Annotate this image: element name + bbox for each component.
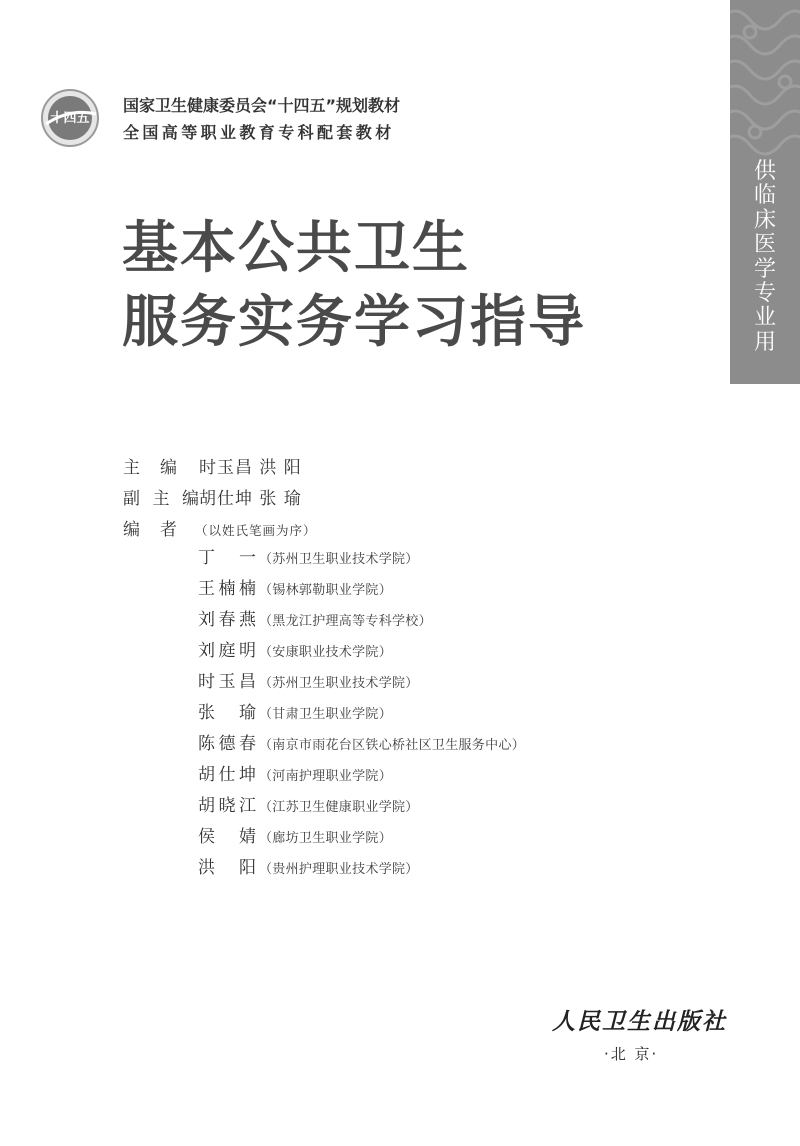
- series-logo: [40, 88, 100, 148]
- author-name: 侯 婧: [198, 827, 256, 847]
- author-row: [198, 698, 525, 729]
- author-name: 胡 晓 江: [198, 796, 256, 816]
- series-line-2: 全国高等职业教育专科配套教材: [123, 123, 395, 142]
- author-affiliation: （苏州卫生职业技术学院）: [259, 676, 419, 691]
- author-affiliation: （南京市雨花台区铁心桥社区卫生服务中心）: [259, 738, 526, 753]
- side-label-char: 学: [753, 256, 776, 282]
- deputy-editor-label-char: 副: [123, 489, 140, 509]
- side-label-char: 供: [753, 159, 776, 184]
- author-name: 王 楠 楠: [198, 579, 256, 599]
- deputy-editor-label: [123, 484, 199, 509]
- chief-editor-label-char: 主: [123, 458, 140, 478]
- side-label-char: 业: [753, 305, 776, 331]
- author-name: 陈 德 春: [198, 734, 256, 754]
- author-affiliation: （河南护理职业学院）: [259, 769, 393, 784]
- chief-editor-label-char: 编: [160, 458, 177, 478]
- author-affiliation: （甘肃卫生职业学院）: [259, 707, 393, 722]
- title-line-2: 服务实务学习指导: [122, 290, 586, 355]
- editors-block: [123, 453, 317, 546]
- author-affiliation: （江苏卫生健康职业学院）: [259, 800, 419, 815]
- book-title: [122, 212, 586, 360]
- author-row: [198, 729, 525, 760]
- chief-editor-row: [123, 453, 317, 484]
- author-name: 刘 春 燕: [198, 610, 256, 630]
- side-band: [730, 0, 800, 384]
- side-label-char: 用: [753, 329, 776, 355]
- title-line-1: 基本公共卫生: [122, 216, 470, 281]
- author-affiliation: （锡林郭勒职业学院）: [259, 583, 393, 598]
- side-label-char: 专: [753, 281, 776, 307]
- authors-order-note: （以姓氏笔画为序）: [195, 523, 317, 538]
- publisher-name: 人民卫生出版社: [552, 1008, 727, 1035]
- author-name: 丁 一: [198, 548, 256, 568]
- series-info: [123, 92, 400, 146]
- author-name: 张 瑜: [198, 703, 256, 723]
- author-row: [198, 791, 525, 822]
- authors-label-char: 者: [160, 520, 177, 540]
- author-row: [198, 605, 525, 636]
- target-audience-label: [730, 160, 800, 355]
- series-line-1: 国家卫生健康委员会“十四五”规划教材: [123, 96, 401, 115]
- side-label-char: 临: [753, 183, 776, 209]
- chief-editor-names: 时玉昌 洪 阳: [199, 458, 302, 478]
- author-row: [198, 760, 525, 791]
- author-name: 洪 阳: [198, 858, 256, 878]
- author-affiliation: （安康职业技术学院）: [259, 645, 393, 660]
- author-affiliation: （贵州护理职业技术学院）: [259, 862, 419, 877]
- author-row: [198, 853, 525, 884]
- author-row: [198, 574, 525, 605]
- author-row: [198, 636, 525, 667]
- deputy-editor-label-char: 编: [182, 489, 199, 509]
- authors-list: [198, 543, 525, 884]
- author-affiliation: （廊坊卫生职业学院）: [259, 831, 393, 846]
- author-affiliation: （苏州卫生职业技术学院）: [259, 552, 419, 567]
- author-row: [198, 667, 525, 698]
- publisher-city: ·北 京·: [604, 1045, 659, 1063]
- author-name: 刘 庭 明: [198, 641, 256, 661]
- side-label-char: 床: [753, 207, 776, 233]
- authors-label-row: [123, 515, 317, 546]
- author-affiliation: （黑龙江护理高等专科学校）: [259, 614, 432, 629]
- author-row: [198, 543, 525, 574]
- author-name: 胡 仕 坤: [198, 765, 256, 785]
- authors-label: [123, 515, 177, 540]
- side-label-char: 医: [753, 232, 776, 258]
- author-name: 时 玉 昌: [198, 672, 256, 692]
- authors-label-char: 编: [123, 520, 140, 540]
- logo-text: 十四五: [50, 111, 90, 126]
- deputy-editor-row: [123, 484, 317, 515]
- chief-editor-label: [123, 453, 177, 478]
- deputy-editor-names: 胡仕坤 张 瑜: [199, 489, 302, 509]
- deputy-editor-label-char: 主: [152, 489, 170, 509]
- author-row: [198, 822, 525, 853]
